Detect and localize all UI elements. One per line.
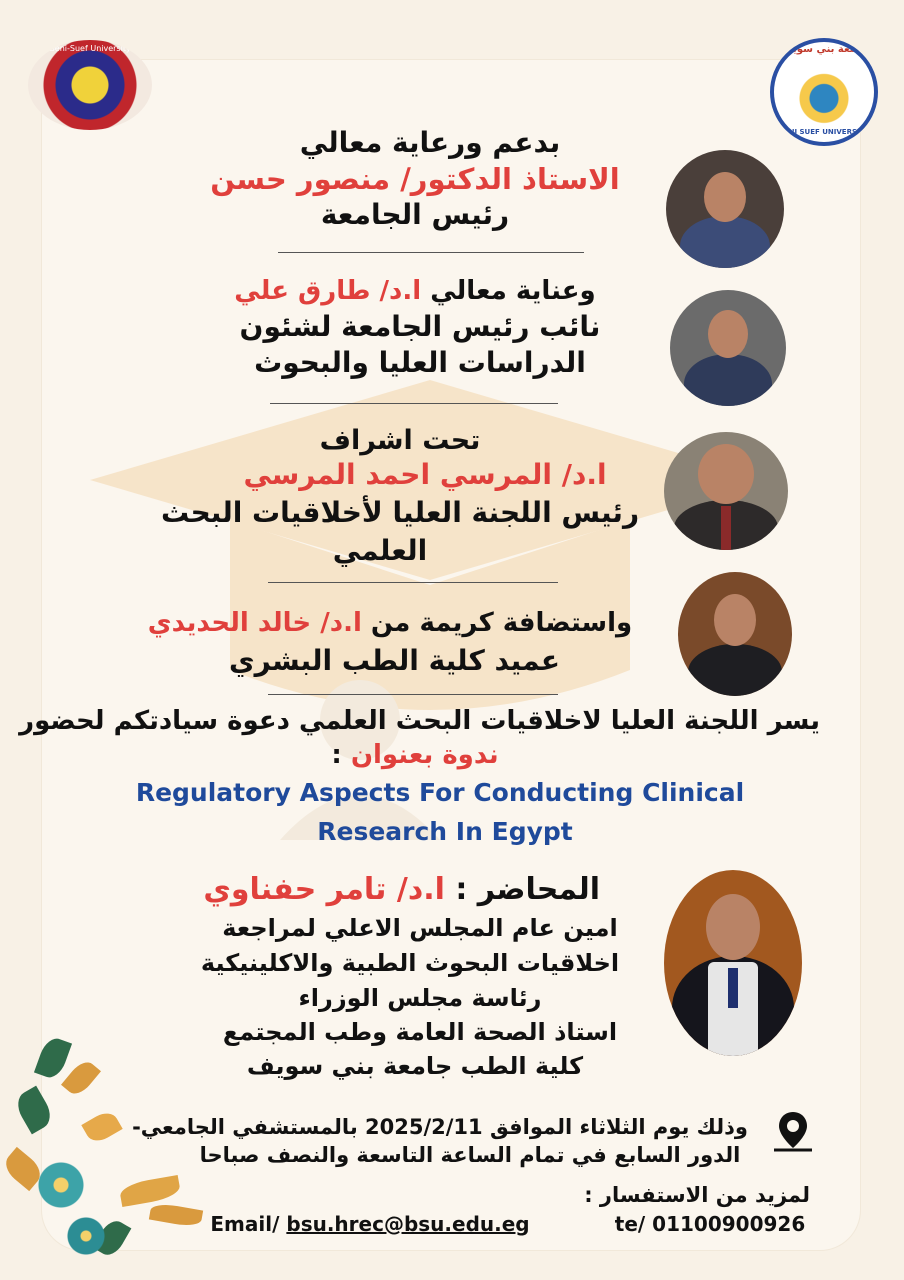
photo-vice-president: [670, 290, 786, 406]
event-line1: وذلك يوم الثلاثاء الموافق 2025/2/11 بالمستشفي الجامعي-: [132, 1115, 748, 1139]
invite-line1: يسر اللجنة العليا لاخلاقيات البحث العلمي دعوة سيادتكم لحضور: [19, 706, 820, 736]
divider: [268, 582, 558, 583]
s3-name: ا.د/ المرسي احمد المرسي: [243, 458, 607, 491]
lecturer-line: كلية الطب جامعة بني سويف: [246, 1052, 584, 1080]
contact-email: Email/ bsu.hrec@bsu.edu.eg: [210, 1212, 530, 1236]
university-emblem-icon: [792, 60, 856, 124]
s3-title1: رئيس اللجنة العليا لأخلاقيات البحث: [160, 496, 640, 529]
s2-title2: الدراسات العليا والبحوث: [254, 346, 586, 379]
location-pin-icon: [770, 1108, 816, 1154]
lecturer-line: اخلاقيات البحوث الطبية والاكلينيكية: [200, 949, 620, 977]
s3-title2: العلمي: [332, 534, 428, 567]
email-link[interactable]: bsu.hrec@bsu.edu.eg: [286, 1212, 530, 1236]
ethics-committee-logo: Beni-Suef University: [28, 40, 152, 130]
photo-lecturer: [664, 870, 802, 1056]
lecturer-heading: المحاضر : ا.د/ تامر حفناوي: [203, 872, 600, 907]
s1-name: الاستاذ الدكتور/ منصور حسن: [210, 162, 620, 196]
divider: [268, 694, 558, 695]
photo-dean: [678, 572, 792, 696]
university-logo: جامعة بني سويف BENI SUEF UNIVERSITY: [770, 38, 878, 146]
divider: [270, 403, 558, 404]
floral-decoration: [0, 1030, 220, 1280]
lecturer-line: استاذ الصحة العامة وطب المجتمع: [222, 1018, 618, 1046]
event-line2: الدور السابع في تمام الساعة التاسعة والنصف صباحا: [199, 1143, 741, 1167]
contact-phone: te/ 01100900926: [614, 1212, 806, 1236]
seminar-title-line1: Regulatory Aspects For Conducting Clinical: [135, 778, 745, 807]
s2-title1: نائب رئيس الجامعة لشئون: [239, 310, 601, 343]
lecturer-line: امين عام المجلس الاعلي لمراجعة: [222, 914, 618, 942]
s2-line1: وعناية معالي ا.د/ طارق علي: [234, 276, 596, 306]
s1-title: رئيس الجامعة: [320, 198, 510, 231]
divider: [278, 252, 584, 253]
leaf: [34, 1035, 72, 1081]
s1-line1: بدعم ورعاية معالي: [299, 126, 561, 159]
photo-committee-head: [664, 432, 788, 550]
seminar-title-line2: Research In Egypt: [317, 817, 573, 846]
leaf: [119, 1175, 182, 1207]
leaf: [149, 1202, 203, 1229]
contact-header: لمزيد من الاستفسار :: [584, 1183, 810, 1207]
s4-title: عميد كلية الطب البشري: [228, 644, 560, 677]
s3-line1: تحت اشراف: [319, 425, 481, 456]
photo-president: [666, 150, 784, 268]
lecturer-line: رئاسة مجلس الوزراء: [298, 984, 542, 1012]
flower-icon: [66, 1216, 106, 1256]
flower-icon: [36, 1160, 86, 1210]
leaf: [61, 1057, 101, 1099]
leaf: [81, 1108, 122, 1146]
leaf: [12, 1086, 56, 1135]
invite-line2: ندوة بعنوان :: [331, 740, 499, 770]
s4-line1: واستضافة كريمة من ا.د/ خالد الحديدي: [147, 608, 633, 638]
